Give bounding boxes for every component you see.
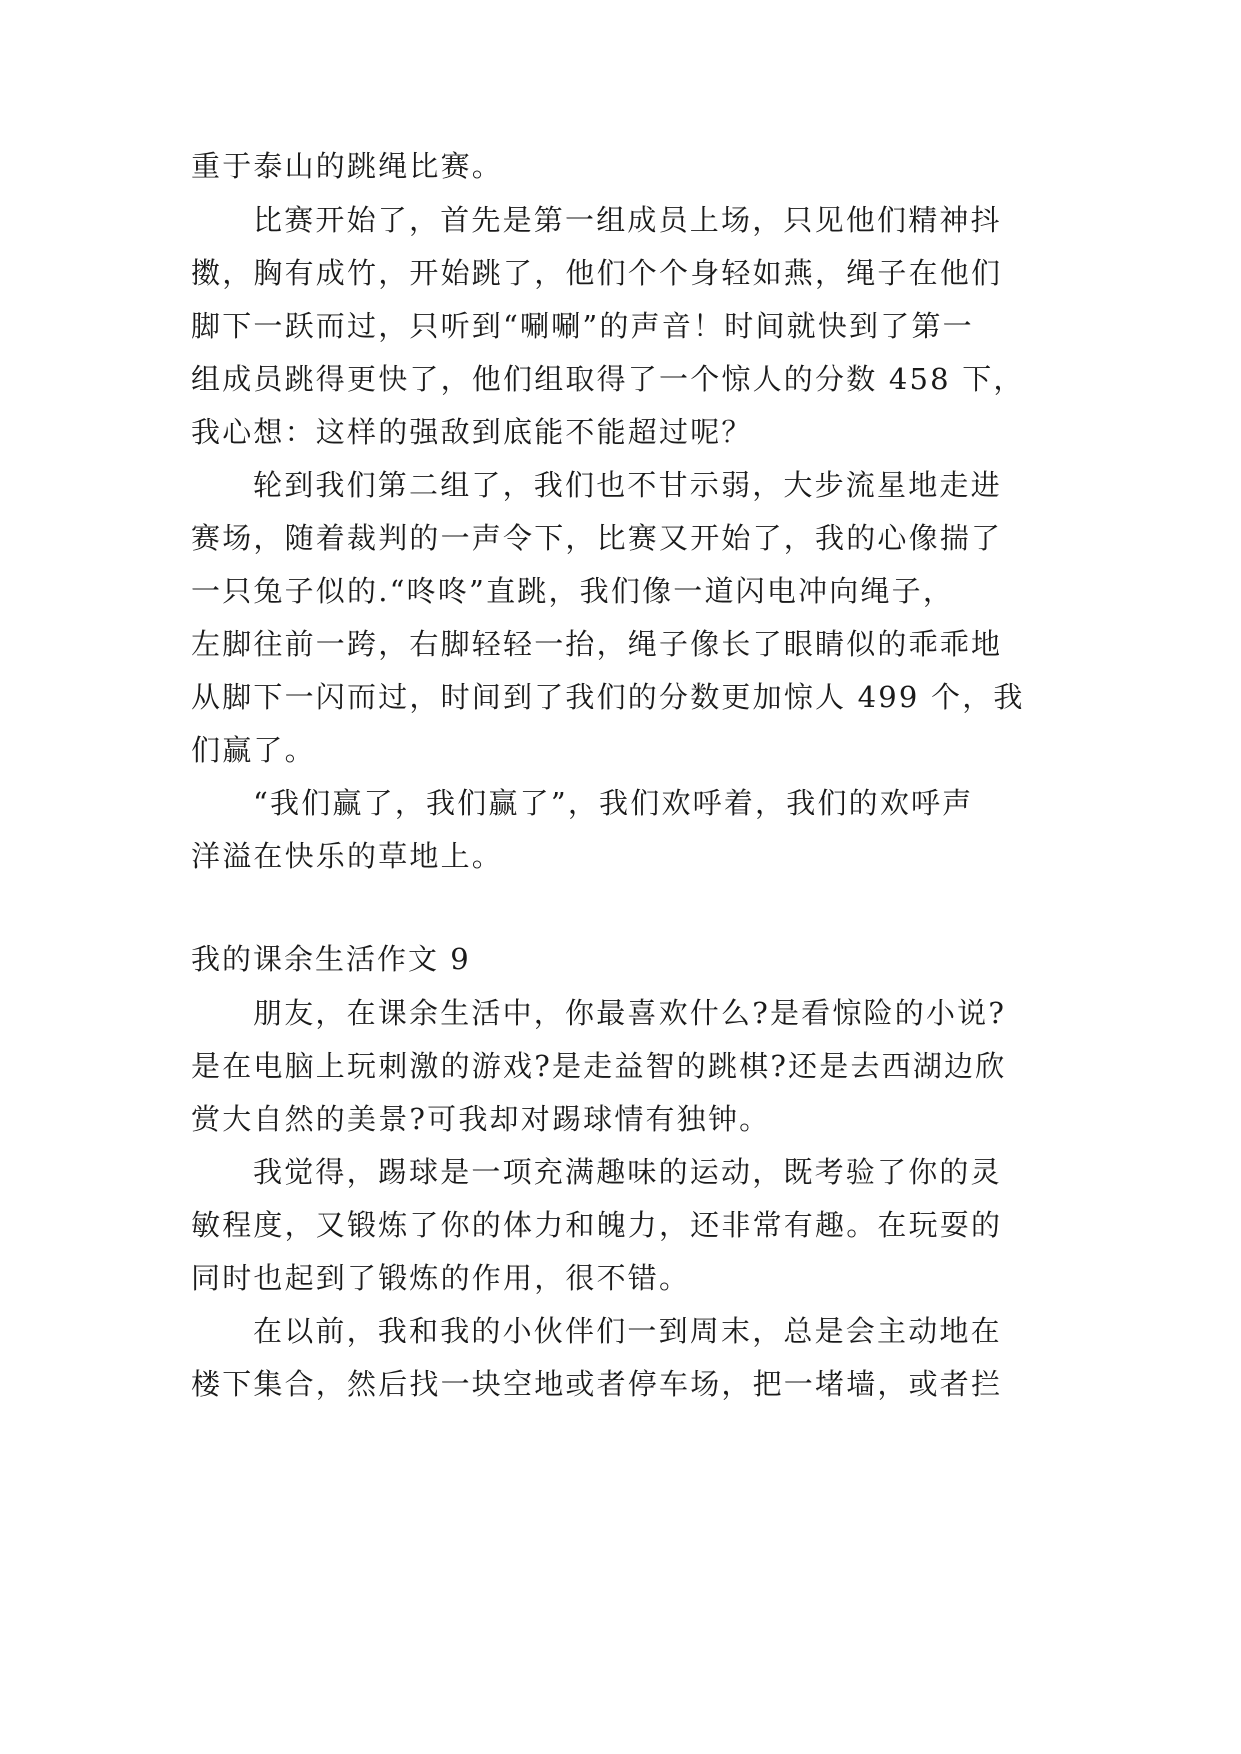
paragraph-line: 一只兔子似的.“咚咚”直跳，我们像一道闪电冲向绳子， — [191, 574, 955, 608]
paragraph-line: 组成员跳得更快了，他们组取得了一个惊人的分数 458 下， — [191, 362, 1025, 396]
section-title: 我的课余生活作文 9 — [191, 942, 471, 976]
paragraph-line: 擞，胸有成竹，开始跳了，他们个个身轻如燕，绳子在他们 — [191, 256, 1003, 290]
paragraph-line: 赏大自然的美景?可我却对踢球情有独钟。 — [191, 1102, 771, 1136]
paragraph-line: 们赢了。 — [191, 733, 316, 767]
paragraph-line: 洋溢在快乐的草地上。 — [191, 839, 504, 873]
paragraph-line: 在以前，我和我的小伙伴们一到周末，总是会主动地在 — [253, 1314, 1002, 1348]
paragraph-line: 是在电脑上玩刺激的游戏?是走益智的跳棋?还是去西湖边欣 — [191, 1049, 1007, 1083]
paragraph-line: 脚下一跃而过，只听到“唰唰”的声音！时间就快到了第一 — [191, 309, 974, 343]
paragraph-line: 朋友，在课余生活中，你最喜欢什么?是看惊险的小说? — [253, 996, 1007, 1030]
paragraph-line: 我心想：这样的强敌到底能不能超过呢？ — [191, 415, 753, 449]
paragraph-line: 轮到我们第二组了，我们也不甘示弱，大步流星地走进 — [253, 468, 1002, 502]
paragraph-line: 楼下集合，然后找一块空地或者停车场，把一堵墙，或者拦 — [191, 1367, 1003, 1401]
paragraph-line: 左脚往前一跨，右脚轻轻一抬，绳子像长了眼睛似的乖乖地 — [191, 627, 1003, 661]
paragraph-line: 赛场，随着裁判的一声令下，比赛又开始了，我的心像揣了 — [191, 521, 1003, 555]
paragraph-line: 比赛开始了，首先是第一组成员上场，只见他们精神抖 — [253, 203, 1002, 237]
paragraph-line: 重于泰山的跳绳比赛。 — [191, 149, 504, 183]
paragraph-line: “我们赢了，我们赢了”，我们欢呼着，我们的欢呼声 — [253, 786, 974, 820]
paragraph-line: 敏程度，又锻炼了你的体力和魄力，还非常有趣。在玩耍的 — [191, 1208, 1003, 1242]
paragraph-line: 从脚下一闪而过，时间到了我们的分数更加惊人 499 个，我 — [191, 680, 1025, 714]
paragraph-line: 同时也起到了锻炼的作用，很不错。 — [191, 1261, 691, 1295]
paragraph-line: 我觉得，踢球是一项充满趣味的运动，既考验了你的灵 — [253, 1155, 1002, 1189]
